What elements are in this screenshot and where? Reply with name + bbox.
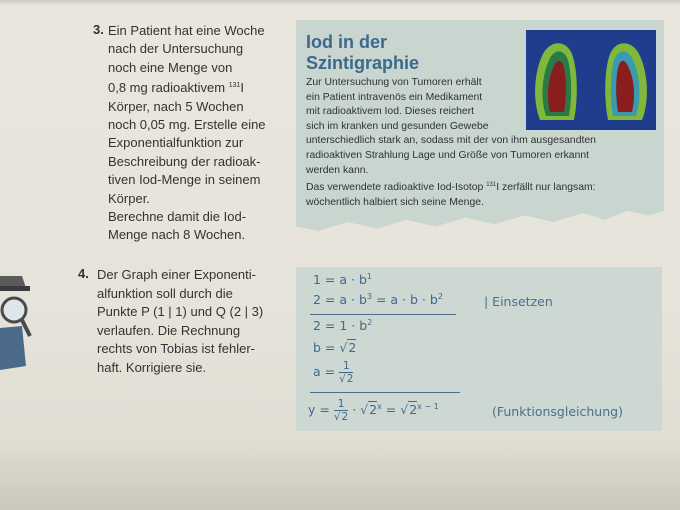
ex3-line: Ein Patient hat eine Woche	[108, 23, 265, 38]
math-line-5	[313, 360, 353, 385]
ex3-line: noch 0,05 mg. Erstelle eine	[108, 117, 266, 133]
scintigraphy-image	[526, 30, 656, 130]
info-line: radioaktiven Strahlung Lage und Größe von Tumoren erkannt	[306, 149, 590, 161]
ex3-line: Beschreibung der radioak-	[108, 153, 261, 169]
fraction-denominator	[339, 373, 353, 385]
info-line	[306, 178, 661, 196]
info-line: mit radioaktivem Iod. Dieses reichert	[306, 106, 475, 118]
info-line: wöchentlich halbiert sich seine Menge.	[306, 196, 484, 208]
root-symbol: √	[339, 373, 346, 385]
ex3-line: Körper.	[108, 190, 150, 206]
ex4-line: alfunktion soll durch die	[97, 285, 233, 301]
substitute-note: | Einsetzen	[484, 294, 553, 309]
divider-line	[310, 392, 460, 393]
math-exponent: 2	[367, 318, 373, 327]
ex3-line	[108, 77, 288, 97]
math-radicand: 2	[409, 402, 418, 417]
math-exponent: 2	[437, 292, 443, 301]
info-line: werden kann.	[306, 164, 369, 176]
info-title-line: Iod in der	[306, 32, 387, 52]
info-line-text: zerfällt nur langsam:	[502, 182, 596, 194]
math-text: 2 = a · b	[313, 292, 367, 307]
exercise-4-number: 4.	[78, 266, 89, 281]
root-symbol: √	[333, 411, 341, 423]
detective-coat	[0, 326, 26, 370]
ex3-line: Berechne damit die Iod-	[108, 209, 247, 225]
ex4-line: Der Graph einer Exponenti-	[97, 267, 256, 282]
ex3-line: Körper, nach 5 Wochen	[108, 98, 244, 114]
exercise-3-number: 3.	[93, 22, 104, 37]
isotope-mass: 131	[228, 82, 241, 90]
divider-line	[310, 314, 456, 315]
fraction	[339, 360, 353, 385]
info-line-text: Das verwendete radioaktive Iod-Isotop	[306, 182, 484, 194]
magnifier-icon	[2, 298, 26, 322]
math-text: · √	[348, 402, 369, 417]
scintigraphy-svg	[526, 30, 656, 130]
info-isotope-symbol: I	[496, 182, 500, 194]
ex3-line: nach der Untersuchung	[108, 41, 244, 57]
page-shadow	[0, 440, 680, 510]
fraction-numerator: 1	[339, 360, 353, 373]
math-text: b = √	[313, 340, 348, 355]
math-line-3	[313, 318, 372, 333]
fraction-numerator: 1	[334, 398, 348, 411]
info-line: unterschiedlich stark an, sodass mit der von ihm ausgesandten	[306, 135, 596, 147]
math-exponent: x − 1	[417, 402, 439, 411]
info-line: ein Patient intravenös ein Medikament	[306, 91, 483, 103]
math-radicand: 2	[341, 411, 349, 423]
exercise-4-text	[97, 266, 287, 378]
math-radicand: 2	[346, 373, 354, 385]
ex3-line: noch eine Menge von	[108, 59, 233, 75]
magnifier-handle	[22, 320, 30, 336]
info-line: Zur Untersuchung von Tumoren erhält	[306, 77, 482, 88]
ex4-line: haft. Korrigiere sie.	[97, 359, 207, 375]
math-line-1	[313, 272, 372, 287]
math-text: a =	[313, 364, 336, 379]
exercise-3-text	[108, 22, 288, 245]
math-text: = √	[381, 402, 409, 417]
math-radicand: 2	[369, 402, 378, 417]
ex4-line: rechts von Tobias ist fehler-	[97, 341, 255, 357]
ex4-line: verlaufen. Die Rechnung	[97, 322, 241, 338]
ex3-line: tiven Iod-Menge in seinem	[108, 172, 261, 188]
math-text: y =	[308, 402, 330, 417]
fraction-denominator	[334, 411, 348, 423]
math-radicand: 2	[348, 340, 357, 355]
hat-brim	[0, 286, 30, 291]
page-edge	[0, 0, 680, 6]
isotope-symbol: I	[240, 80, 244, 96]
info-isotope-mass: 131	[486, 182, 497, 189]
ex3-line: Menge nach 8 Wochen.	[108, 227, 246, 243]
math-line-6	[308, 398, 439, 423]
detective-character	[0, 266, 36, 386]
info-line: sich im kranken und gesunden Gewebe	[306, 120, 489, 132]
math-exponent: 3	[366, 292, 372, 301]
function-equation-note: (Funktionsgleichung)	[492, 404, 623, 419]
math-line-4	[313, 340, 356, 355]
math-text: 1 = a · b	[313, 272, 367, 287]
detective-svg	[0, 266, 36, 386]
math-exponent: 1	[366, 272, 372, 281]
math-exponent: x	[377, 402, 382, 411]
fraction	[334, 398, 348, 423]
ex3-line: Exponentialfunktion zur	[108, 135, 244, 151]
math-text: = a · b · b	[371, 292, 438, 307]
ex4-line: Punkte P (1 | 1) und Q (2 | 3)	[97, 304, 264, 320]
ex3-line-text: 0,8 mg radioaktivem	[108, 80, 226, 96]
math-line-2	[313, 292, 443, 307]
info-title-line: Szintigraphie	[306, 53, 420, 73]
math-text: 2 = 1 · b	[313, 318, 368, 333]
info-box-title	[306, 32, 516, 74]
